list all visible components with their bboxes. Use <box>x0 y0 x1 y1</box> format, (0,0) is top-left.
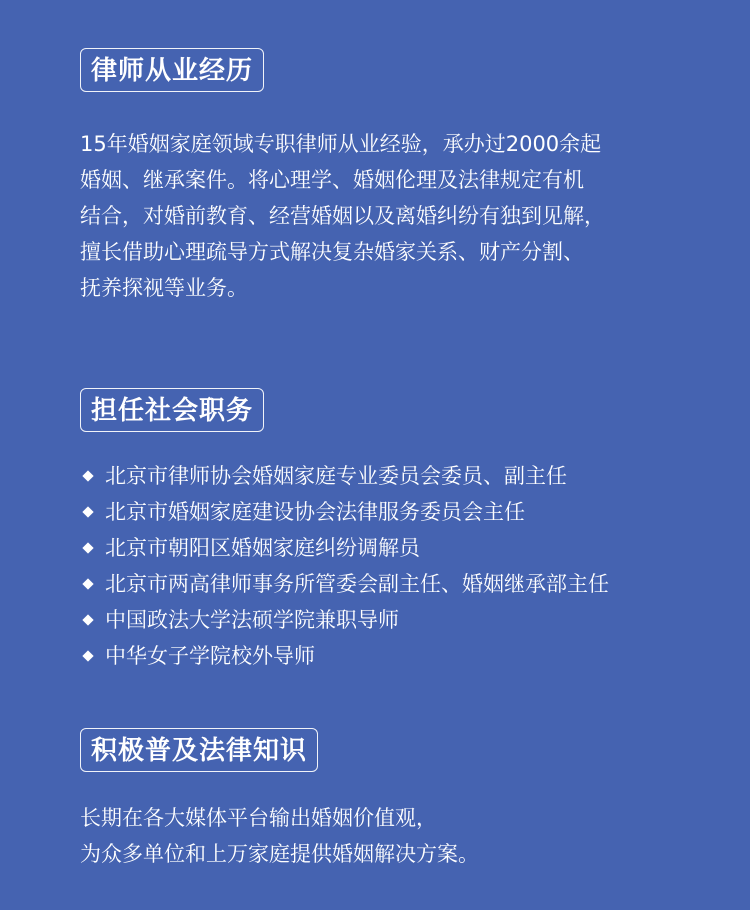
list-item <box>80 638 609 674</box>
list-item <box>80 530 609 566</box>
list-item-text: 北京市两高律师事务所管委会副主任、婚姻继承部主任 <box>105 572 609 596</box>
list-item <box>80 494 609 530</box>
experience-line: 结合，对婚前教育、经营婚姻以及离婚纠纷有独到见解， <box>80 204 605 228</box>
experience-line: 15年婚姻家庭领域专职律师从业经验，承办过2000余起 <box>80 132 602 156</box>
section-title-experience: 律师从业经历 <box>80 48 264 92</box>
positions-list <box>80 458 609 674</box>
section-title-outreach: 积极普及法律知识 <box>80 728 318 772</box>
diamond-bullet-icon <box>82 578 93 589</box>
outreach-line: 为众多单位和上万家庭提供婚姻解决方案。 <box>80 842 479 866</box>
list-item-text: 中国政法大学法硕学院兼职导师 <box>105 608 399 632</box>
list-item <box>80 458 609 494</box>
diamond-bullet-icon <box>82 506 93 517</box>
experience-line: 婚姻、继承案件。将心理学、婚姻伦理及法律规定有机 <box>80 168 584 192</box>
list-item-text: 中华女子学院校外导师 <box>105 644 315 668</box>
section-title-positions: 担任社会职务 <box>80 388 264 432</box>
experience-line: 抚养探视等业务。 <box>80 276 248 300</box>
experience-line: 擅长借助心理疏导方式解决复杂婚家关系、财产分割、 <box>80 240 584 264</box>
outreach-paragraph <box>80 800 680 872</box>
list-item <box>80 566 609 602</box>
diamond-bullet-icon <box>82 470 93 481</box>
diamond-bullet-icon <box>82 650 93 661</box>
outreach-line: 长期在各大媒体平台输出婚姻价值观， <box>80 806 437 830</box>
diamond-bullet-icon <box>82 542 93 553</box>
list-item-text: 北京市朝阳区婚姻家庭纠纷调解员 <box>105 536 420 560</box>
experience-paragraph <box>80 126 680 306</box>
diamond-bullet-icon <box>82 614 93 625</box>
list-item <box>80 602 609 638</box>
list-item-text: 北京市婚姻家庭建设协会法律服务委员会主任 <box>105 500 525 524</box>
list-item-text: 北京市律师协会婚姻家庭专业委员会委员、副主任 <box>105 464 567 488</box>
